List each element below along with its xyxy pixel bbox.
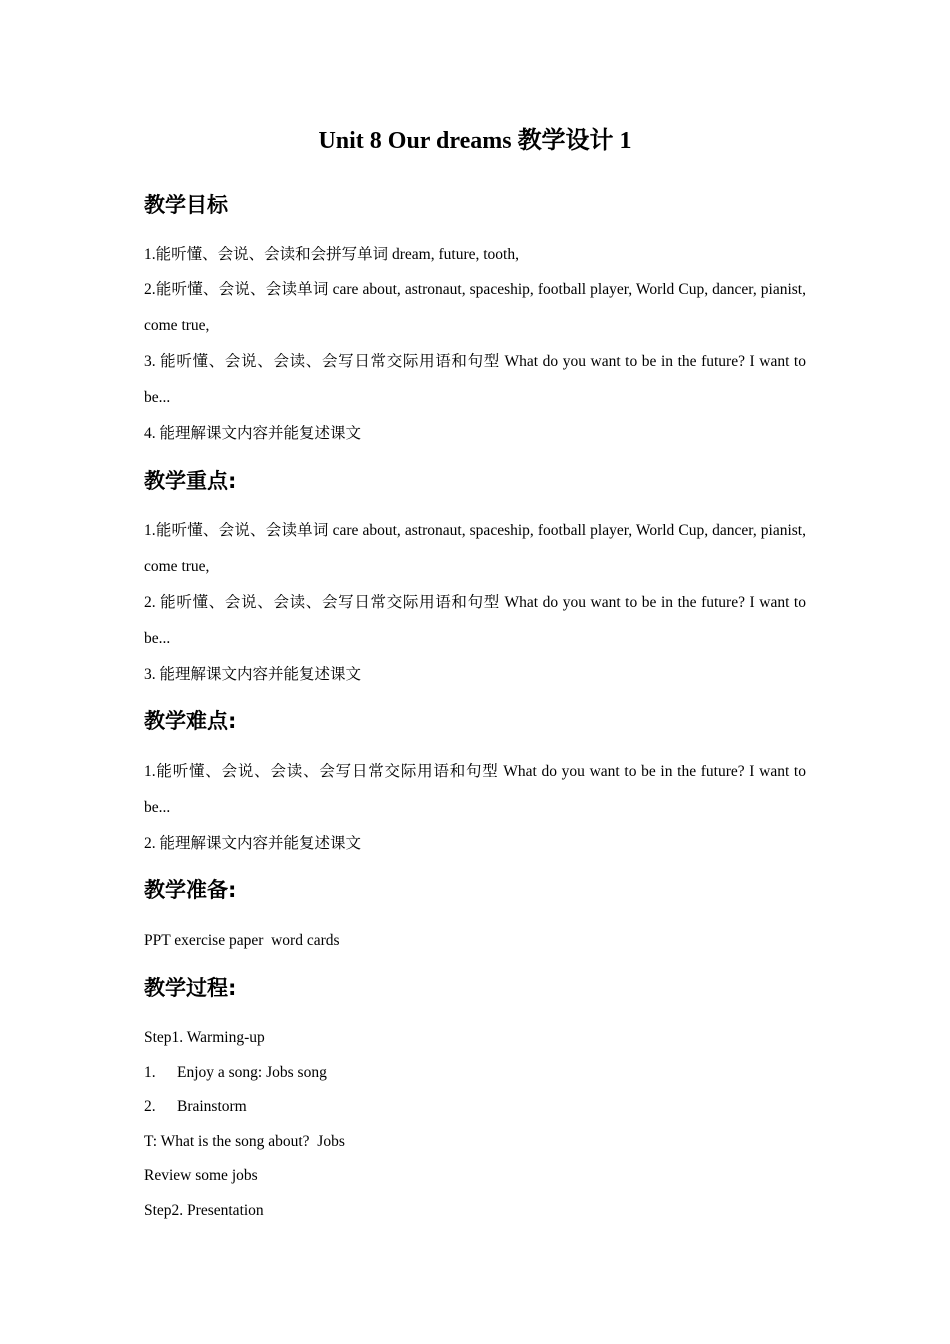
difficulty-item: 1.能听懂、会说、会读、会写日常交际用语和句型 What do you want to be in the future? I want to be... — [144, 763, 806, 816]
list-text: Brainstorm — [177, 1098, 247, 1115]
key-point-item: 3. 能理解课文内容并能复述课文 — [144, 666, 362, 683]
process-line: Review some jobs — [144, 1167, 258, 1184]
list-text: Enjoy a song: Jobs song — [177, 1064, 327, 1081]
process-list-item — [144, 1055, 327, 1091]
heading-difficulties: 教学难点: — [144, 709, 237, 733]
step2-label: Step2. Presentation — [144, 1202, 264, 1219]
objective-item: 1.能听懂、会说、会读和会拼写单词 dream, future, tooth, — [144, 246, 519, 263]
heading-preparation: 教学准备: — [144, 878, 237, 902]
heading-process: 教学过程: — [144, 976, 237, 1000]
difficulty-item: 2. 能理解课文内容并能复述课文 — [144, 835, 362, 852]
list-number: 2. — [144, 1098, 156, 1115]
key-point-item: 1.能听懂、会说、会读单词 care about, astronaut, spaceship, football player, World Cup, dancer, pianist, come true, — [144, 522, 806, 575]
heading-key-points: 教学重点: — [144, 469, 237, 493]
step1-label: Step1. Warming-up — [144, 1029, 265, 1046]
objective-item: 2.能听懂、会说、会读单词 care about, astronaut, spaceship, football player, World Cup, dancer, pianist, come true, — [144, 281, 806, 334]
objective-item: 3. 能听懂、会说、会读、会写日常交际用语和句型 What do you want to be in the future? I want to be... — [144, 353, 806, 406]
key-point-item: 2. 能听懂、会说、会读、会写日常交际用语和句型 What do you want to be in the future? I want to be... — [144, 594, 806, 647]
objective-item: 4. 能理解课文内容并能复述课文 — [144, 425, 362, 442]
process-line: T: What is the song about? Jobs — [144, 1133, 345, 1150]
document-title: Unit 8 Our dreams 教学设计 1 — [318, 128, 632, 154]
heading-objectives: 教学目标 — [144, 193, 228, 217]
process-list-item — [144, 1089, 247, 1125]
list-number: 1. — [144, 1064, 156, 1081]
preparation-text: PPT exercise paper word cards — [144, 932, 340, 949]
